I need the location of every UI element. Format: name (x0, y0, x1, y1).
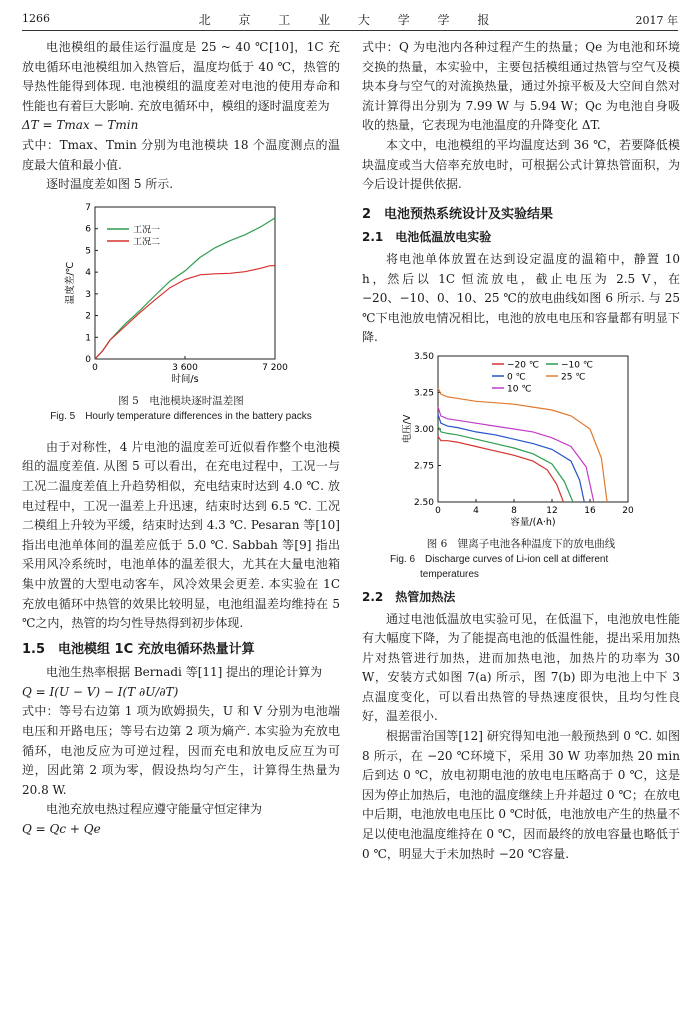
page-number: 1266 (22, 12, 50, 25)
legend-label: 工况一 (133, 225, 161, 236)
y-tick-label: 3 (85, 289, 91, 300)
equation-heat-generation: Q = I(U − V) − I(T ∂U/∂T) (22, 684, 179, 699)
running-header (22, 10, 678, 30)
paragraph: 由于对称性，4 片电池的温度差可近似看作整个电池模组的温度差值. 从图 5 可以看出，在充电过程中，工况一与工况二温度差值上升趋势相似，充电结束时达到 4.0 ℃. 放电过程中，工况一温差上升迅速，结束时达到 6.5 ℃. 工况二模组上升较为平缓，结束时达到 4.3 ℃. Pesaran 等[10] 指出电池单体间的温差应低于 5.0 ℃. Sabbah 等[9] 指出采用风冷系统时，电池单体的温差很大，尤其在大量电池箱集中放置的大型电动客车，风冷效果会更差. 本实验在 1C 充放电循环中热管的效果比较明显，电池组温差均维持在 5 ℃之内，热管的均匀性导热得到初步体现. (22, 439, 340, 631)
y-tick-label: 2.50 (413, 497, 434, 508)
y-tick-label: 1 (85, 333, 91, 344)
x-tick-label: 7 200 (262, 362, 288, 373)
header-rule (22, 30, 678, 31)
y-tick-label: 6 (85, 224, 91, 235)
series-line (438, 407, 594, 502)
plot-frame (95, 207, 275, 359)
figure-5-chart (61, 199, 301, 391)
figure-5-caption-en: Fig. 5 Hourly temperature differences in the battery packs (50, 410, 312, 422)
x-tick-label: 16 (584, 505, 596, 516)
series-line (95, 265, 275, 358)
left-column (22, 38, 340, 840)
series-line (438, 436, 563, 502)
x-tick-label: 0 (92, 362, 98, 373)
series-line (438, 388, 607, 502)
y-tick-label: 5 (85, 246, 91, 257)
equation-delta-t: ΔT = Tmax − Tmin (22, 118, 139, 133)
paragraph: 式中：等号右边第 1 项为欧姆损失，U 和 V 分别为电池端电压和开路电压；等号右边第 2 项为熵产. 本实验为充放电循环，电池反应为可逆过程，因而充电和放电反应互为可逆，因此第 2 项为零，假设热均匀产生，计算得生热量为 20.8 W. (22, 704, 340, 797)
paragraph: 式中：Tmax、Tmin 分别为电池模块 18 个温度测点的温度最大值和最小值. (22, 137, 340, 172)
x-tick-label: 4 (473, 505, 479, 516)
x-tick-label: 3 600 (172, 362, 198, 373)
paragraph: 电池生热率根据 Bernadi 等[11] 提出的理论计算为 (46, 665, 323, 680)
y-axis-label: 温度差/℃ (65, 261, 76, 304)
x-tick-label: 12 (546, 505, 558, 516)
legend-label: 0 ℃ (507, 372, 526, 383)
paragraph: 将电池单体放置在达到设定温度的温箱中，静置 10 h，然后以 1C 恒流放电，截止电压为 2.5 V，在 −20、−10、0、10、25 ℃的放电曲线如图 6 所示. 与 25 ℃下电池放电情况相比，电池的放电电压和容量都有明显下降. (362, 251, 680, 345)
paragraph: 根据雷治国等[12] 研究得知电池一般预热到 0 ℃. 如图 8 所示，在 −20 ℃环境下，采用 30 W 功率加热 20 min 后到达 0 ℃，放电初期电池的放电电压略高于 0 ℃，这是因为停止加热后，电池的温度继续上升并超过 0 ℃；在放电中后期，电池放电电压比 0 ℃时低，电池放电产生的热量不足以使电池温度维持在 0 ℃，因而最终的放电容量也略低于 0 ℃，明显大于未加热时 −20 ℃容量. (362, 729, 680, 861)
plot-frame (438, 356, 628, 502)
y-tick-label: 3.25 (413, 388, 434, 399)
series-line (438, 414, 584, 502)
paragraph: 本文中，电池模组的平均温度达到 36 ℃，若要降低模块温度或当大倍率充放电时，可根据公式计算热管面积，为今后设计提供依据. (362, 137, 680, 192)
paragraph: 式中：Q 为电池内各种过程产生的热量；Qe 为电池和环境交换的热量，本实验中，主要包括模组通过热管与空气及模块本身与空气的对流换热量，通过外掠平板及大空间自然对流计算得出分别为 7.99 W 与 5.94 W；Qc 为电池自身吸收的热量，它表现为电池温度的升降变化 ΔT. (362, 40, 680, 133)
section-heading-2-1: 2.1 电池低温放电实验 (362, 230, 492, 245)
year: 2017 年 (635, 14, 678, 27)
x-tick-label: 0 (435, 505, 441, 516)
section-heading-2-2: 2.2 热管加热法 (362, 589, 456, 604)
right-column (362, 38, 680, 864)
y-tick-label: 3.50 (413, 351, 434, 362)
figure-6-caption: 图 6 锂离子电池各种温度下的放电曲线 (426, 537, 616, 550)
y-axis-label: 电压/V (402, 414, 413, 444)
y-tick-label: 4 (85, 267, 91, 278)
journal-title: 北 京 工 业 大 学 学 报 (198, 13, 502, 27)
y-tick-label: 0 (85, 354, 91, 365)
equation-energy-balance: Q = Qc + Qe (22, 822, 101, 837)
x-tick-label: 20 (622, 505, 634, 516)
legend-label: 25 ℃ (561, 372, 586, 383)
figure-6-caption-en: Fig. 6 Discharge curves of Li-ion cell at different (390, 553, 609, 565)
figure-6-chart (396, 352, 646, 534)
y-tick-label: 3.00 (413, 424, 434, 435)
y-tick-label: 7 (85, 202, 91, 213)
legend-label: 10 ℃ (507, 384, 532, 395)
section-heading-1-5: 1.5 电池模组 1C 充放电循环热量计算 (22, 641, 255, 657)
paragraph: 通过电池低温放电实验可见，在低温下，电池放电性能有大幅度下降，为了能提高电池的低温性能，提出采用加热片对热管进行加热，进而加热电池，加热片的功率为 30 W，安装方式如图 7(a) 所示，图 7(b) 即为电池上中下 3 点温度变化，可以看出热管的导热速度很快，且均匀性良好，温差很小. (362, 611, 680, 724)
y-tick-label: 2.75 (413, 461, 434, 472)
series-line (95, 218, 275, 359)
paragraph: 电池充放电热过程应遵守能量守恒定律为 (46, 802, 263, 817)
legend-label: −20 ℃ (507, 360, 539, 371)
paragraph: 电池模组的最佳运行温度是 25 ~ 40 ℃[10]，1C 充放电循环电池模组加入热管后，温度均低于 40 ℃，热管的导热性能得到体现. 电池模组的温度差对电池的使用寿命和性能也有着巨大影响. 充放电循环中，模组的逐时温度差为 (22, 40, 340, 113)
x-tick-label: 8 (511, 505, 517, 516)
section-heading-2: 2 电池预热系统设计及实验结果 (362, 206, 554, 222)
x-axis-label: 容量/(A·h) (510, 516, 556, 528)
y-tick-label: 2 (85, 311, 91, 322)
legend-label: −10 ℃ (561, 360, 593, 371)
figure-6-caption-en-2: temperatures (420, 568, 479, 580)
legend-label: 工况二 (133, 237, 161, 248)
paragraph: 逐时温度差如图 5 所示. (46, 177, 174, 192)
x-axis-label: 时间/s (171, 373, 199, 385)
figure-5-caption: 图 5 电池模块逐时温差图 (118, 394, 244, 407)
